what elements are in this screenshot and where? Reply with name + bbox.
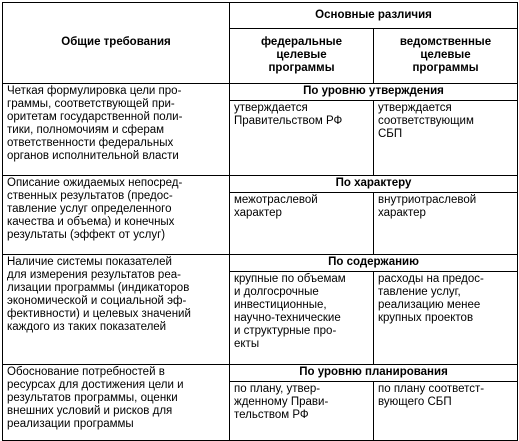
- criterion-cell: По характеру: [230, 176, 518, 193]
- table-row: [3, 365, 518, 382]
- header-row: [3, 3, 518, 29]
- departmental-cell: расходы на предос- тавление услуг, реализацию менее крупных проектов: [374, 272, 518, 365]
- federal-cell: по плану, утвер- жденному Прави- тельством РФ: [230, 382, 374, 441]
- departmental-programs-header: ведомственные целевые программы: [374, 29, 518, 84]
- departmental-cell: по плану соответст- вующего СБП: [374, 382, 518, 441]
- main-differences-header: Основные различия: [230, 3, 518, 29]
- requirement-cell: Четкая формулировка цели про- граммы, соответствующей при- оритетам государственной поли- тики, полномочиям и сферам ответственности федеральных органов исполнительной власти: [3, 84, 230, 176]
- requirement-cell: Описание ожидаемых непосред- ственных результатов (предос- тавление услуг определенного качества и объема) и конечных результаты (эффект от услуг): [3, 176, 230, 255]
- general-requirements-header: Общие требования: [3, 3, 230, 84]
- comparison-table: [2, 2, 518, 441]
- criterion-cell: По уровню планирования: [230, 365, 518, 382]
- federal-cell: межотраслевой характер: [230, 193, 374, 255]
- table-row: [3, 84, 518, 101]
- criterion-cell: По уровню утверждения: [230, 84, 518, 101]
- table-row: [3, 255, 518, 272]
- federal-cell: крупные по объемам и долгосрочные инвестиционные, научно-технические и структурные про- екты: [230, 272, 374, 365]
- requirement-cell: Наличие системы показателей для измерения результатов реа- лизации программы (индикаторов экономической и социальной эф- фективности) и целевых значений каждого из таких показателей: [3, 255, 230, 365]
- departmental-cell: утверждается соответствующим СБП: [374, 101, 518, 176]
- requirement-cell: Обоснование потребностей в ресурсах для достижения цели и результатов программы, оценки внешних условий и рисков для реализации программы: [3, 365, 230, 441]
- federal-cell: утверждается Правительством РФ: [230, 101, 374, 176]
- criterion-cell: По содержанию: [230, 255, 518, 272]
- departmental-cell: внутриотраслевой характер: [374, 193, 518, 255]
- table-row: [3, 176, 518, 193]
- federal-programs-header: федеральные целевые программы: [230, 29, 374, 84]
